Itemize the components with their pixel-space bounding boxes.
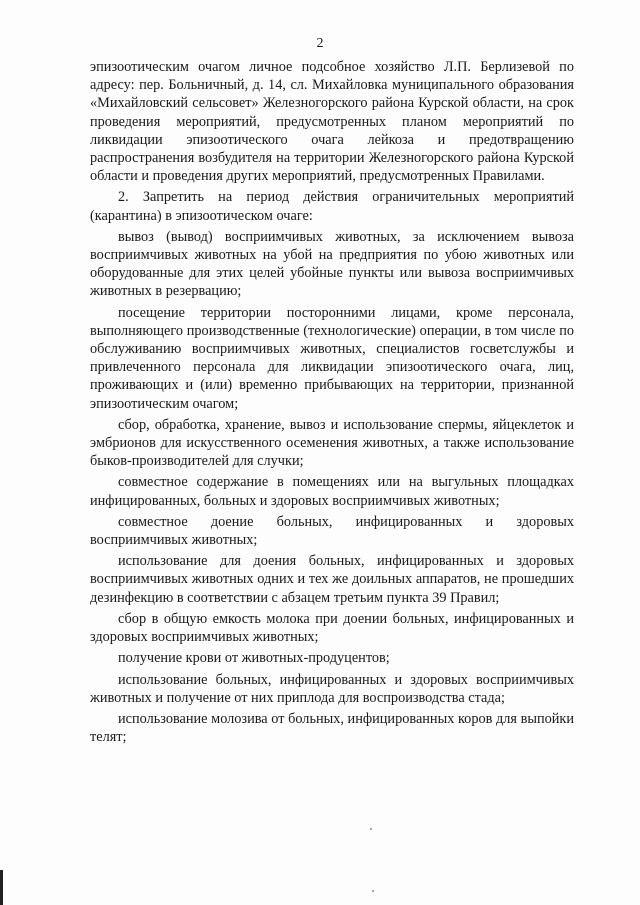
paragraph-ban-breeding [90,671,574,707]
text-line: Железногорского района Курской области и проведения других [90,150,574,185]
text-line: совместное содержание в помещениях или на выгульных площадках [118,474,574,491]
text-line: совместное доение больных, инфицированных и здоровых [118,513,574,530]
text-line: числе по обслуживанию восприимчивых животных, специалистов [90,322,575,358]
paragraph-ban-colostrum [90,710,574,746]
text-line: выполняющего производственные (технологические) операции, в том [90,322,518,339]
page-number: 2 [316,36,324,51]
text-line: восприимчивых животных на убой на предприятия по убою животных или [90,247,574,264]
text-line: эпизоотическим очагом личное подсобное хозяйство Л.П. Берлизевой по [90,59,574,75]
text-line: (карантина) в эпизоотическом очаге: [90,207,313,224]
text-line: получение крови от животных-продуцентов; [118,650,390,667]
paragraph-ban-export [90,228,574,301]
paragraph-ban-joint-milking [90,513,574,549]
text-line: использование для доения больных, инфицированных и здоровых [118,553,574,570]
paragraph-continuation-berlizeva [90,58,574,185]
text-line: 39 Правил; [432,589,500,606]
text-line: и здоровых восприимчивых животных; [90,610,574,646]
text-line: прибывающих на территории, признанной эпизоотическим очагом; [90,377,574,412]
text-line: восприимчивых животных; [90,532,258,549]
text-line: госветслужбы и привлеченного персонала для ликвидации [90,341,575,376]
text-line: прошедших дезинфекцию в соответствии с абзацем третьим пункта [90,571,574,606]
text-line: оборудованные для этих целей убойные пункты или вывоза [90,265,471,282]
text-line: образования «Михайловский сельсовет» Железногорского района Курской [90,77,574,112]
paragraph-ban-milking-machines [90,552,574,607]
text-line: предотвращению распространения возбудителя на территории [90,131,574,167]
scan-speck [372,890,374,892]
text-line: использование молозива от больных, инфицированных коров для [118,710,517,727]
text-line: адресу: пер. Больничный, д. 14, сл. Михайловка муниципального [90,77,495,94]
text-line: сбор, обработка, хранение, вывоз и использование спермы, яйцеклеток [118,416,562,433]
text-line: восприимчивых животных в резервацию; [90,265,574,300]
scan-edge-mark [0,870,3,905]
paragraph-ban-visits [90,304,574,413]
paragraph-ban-joint-keeping [90,473,574,509]
text-line: мероприятий по ликвидации эпизоотического очага лейкоза и [90,113,575,148]
text-line: использование больных, инфицированных и здоровых восприимчивых [118,671,574,688]
paragraph-ban-sperm [90,416,574,471]
text-line: инфицированных, больных и здоровых восприимчивых животных; [90,492,500,509]
text-line: вывоз (вывод) восприимчивых животных, за исключением вывоза [118,228,574,245]
scan-speck [370,828,372,830]
text-line: выпойки телят; [90,710,574,746]
text-line: и эмбрионов для искусственного осеменения животных, а также [90,416,574,452]
text-line: области, на срок проведения мероприятий, предусмотренных планом [90,95,574,130]
text-line: животных и получение от них приплода для воспроизводства стада; [90,689,505,706]
text-line: эпизоотического очага, лиц, проживающих и (или) временно [90,359,575,394]
text-line: посещение территории посторонними лицами, кроме персонала, [118,304,574,321]
text-line: 2. Запретить на период действия ограничительных мероприятий [118,189,574,206]
text-line: сбор в общую емкость молока при доении больных, инфицированных [118,610,561,627]
paragraph-ban-blood [90,649,574,667]
text-line: использование быков-производителей для случки; [90,435,575,470]
text-line: мероприятий, предусмотренных Правилами. [272,168,545,185]
text-line: восприимчивых животных одних и тех же доильных аппаратов, не [90,571,499,588]
document-body [90,58,574,746]
paragraph-ban-milk-collection [90,610,574,646]
paragraph-item-2 [90,188,574,224]
